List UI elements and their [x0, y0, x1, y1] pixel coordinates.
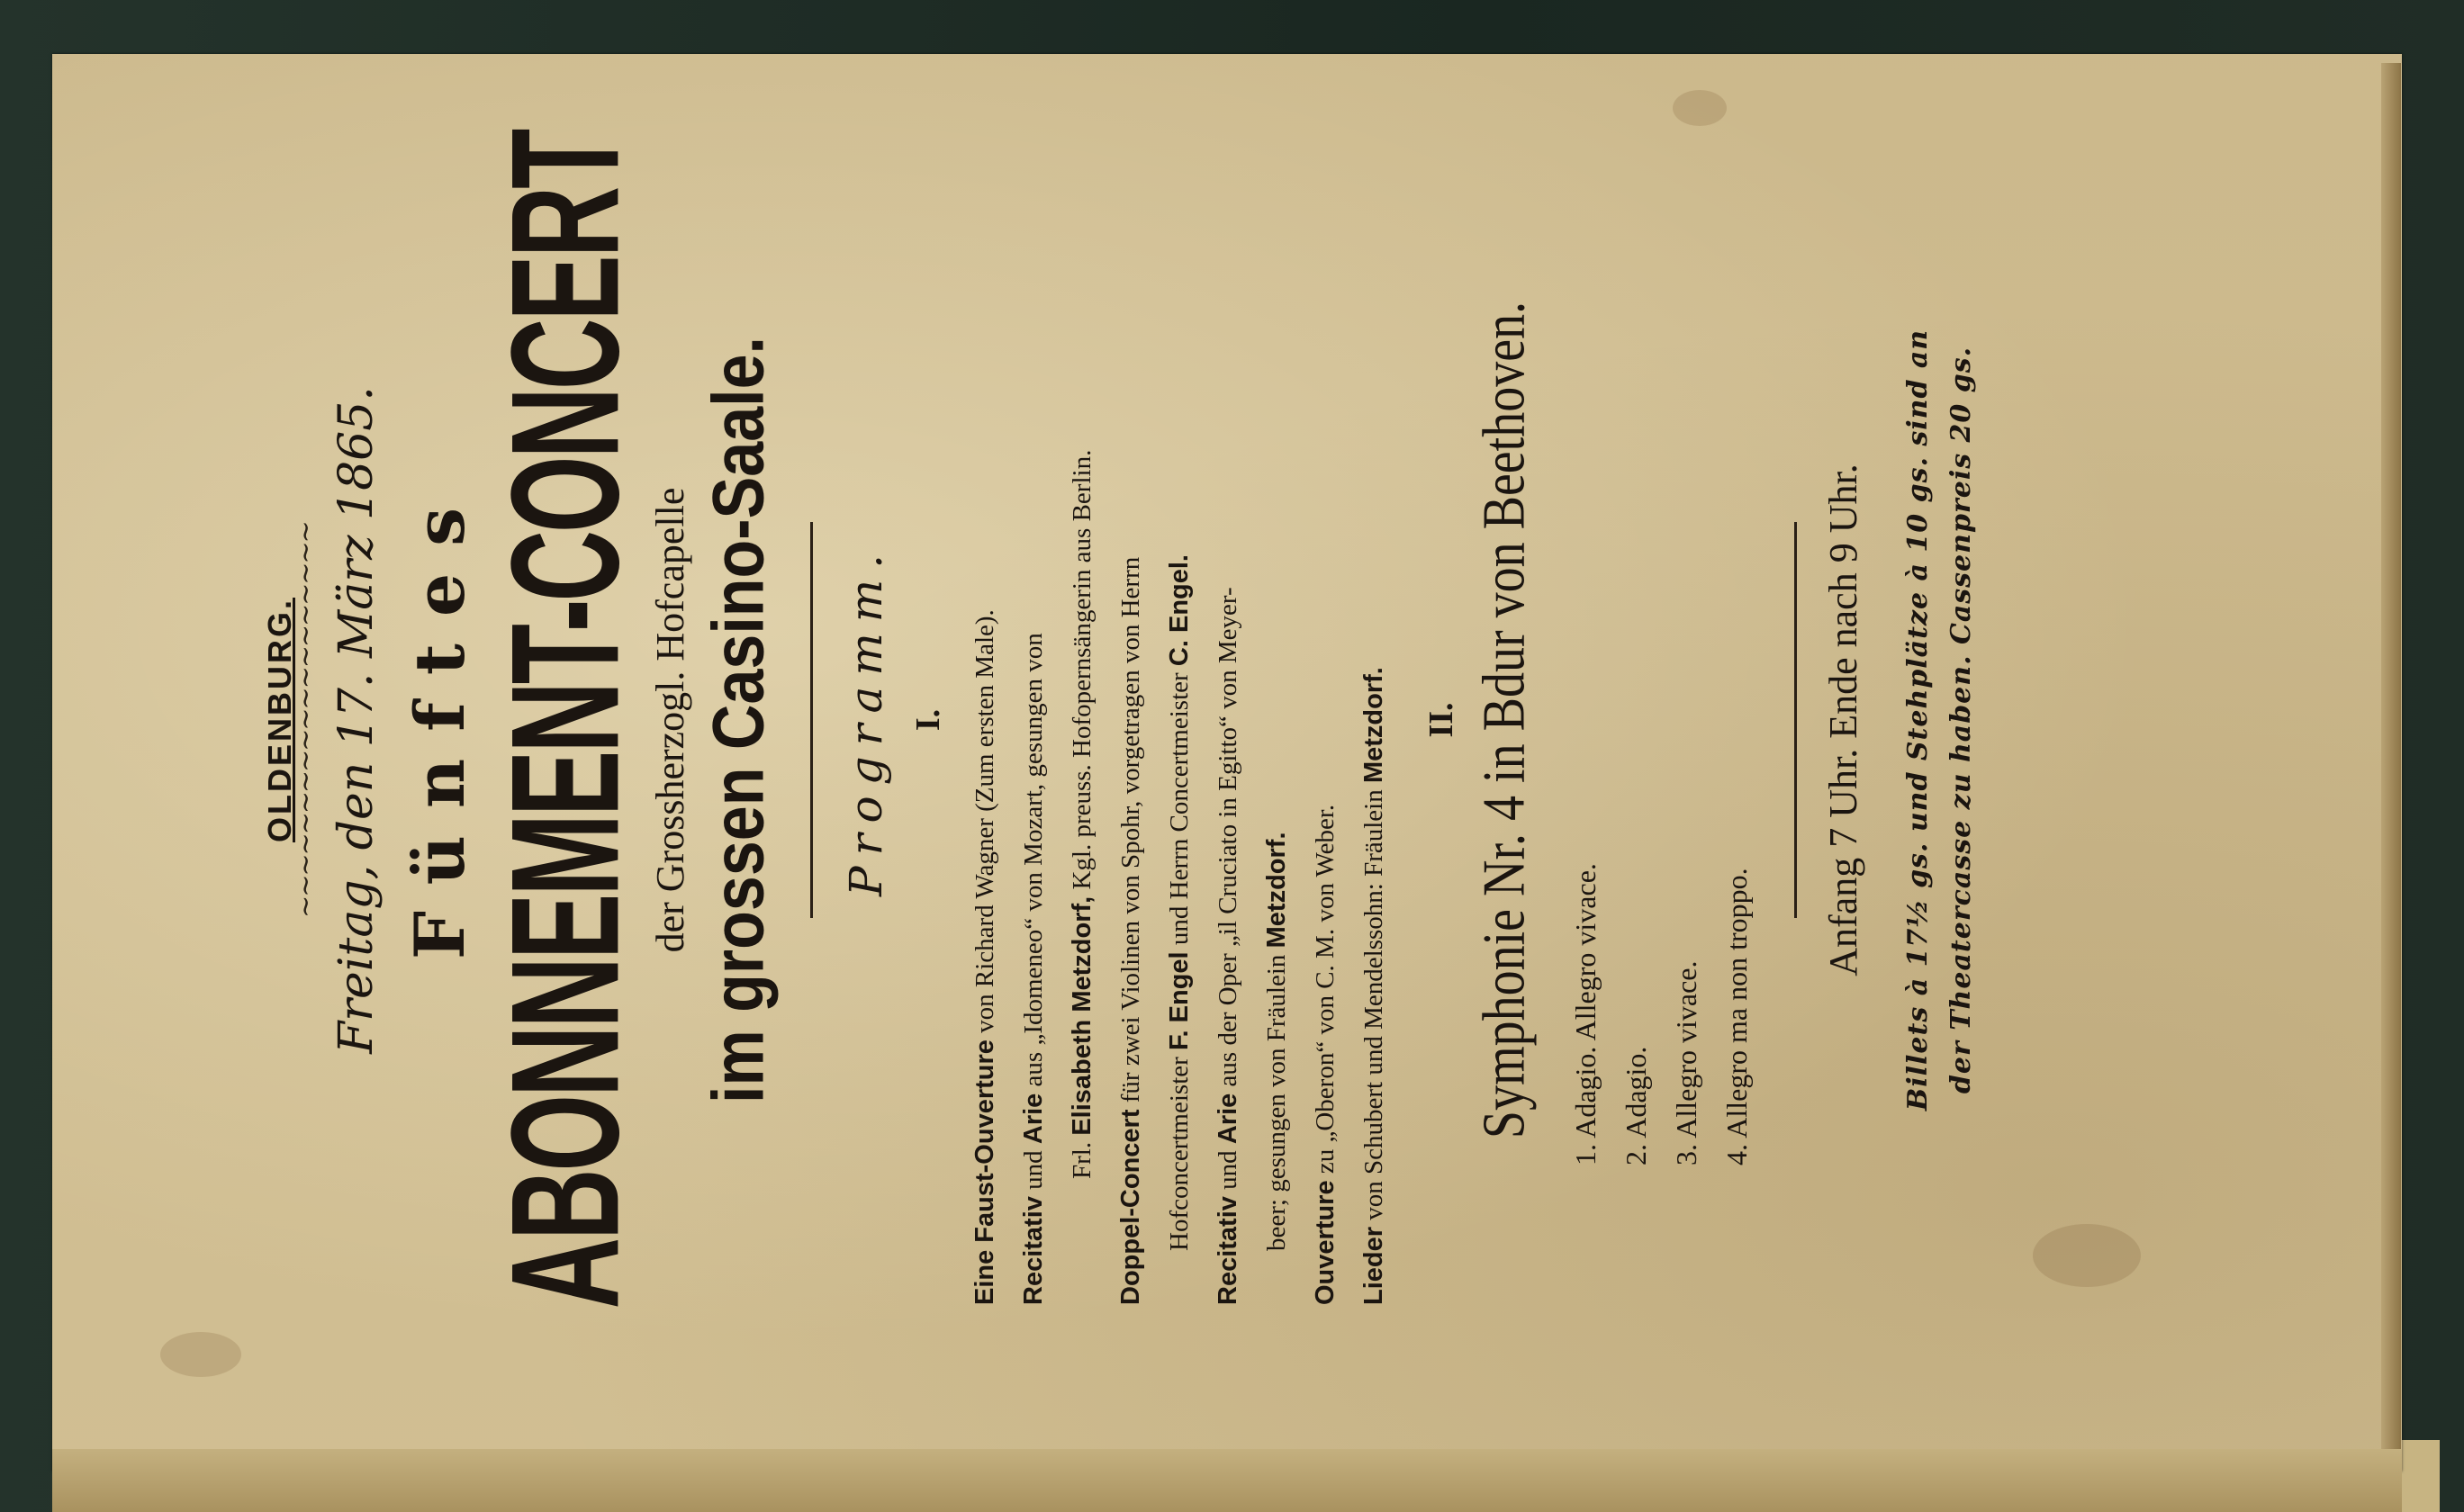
ticket-info-line-1: Billets à 17½ gs. und Stehplätze à 10 gs. sind an	[1902, 328, 1934, 1112]
programme-item: Doppel-Concert für zwei Violinen von Spohr, vorgetragen von Herrn	[1116, 556, 1145, 1305]
wavy-rule: ∼∼∼∼∼∼∼∼∼∼∼∼∼∼∼∼∼∼∼	[290, 522, 321, 918]
movement-item: 2. Adagio.	[1620, 1046, 1652, 1166]
movement-item: 3. Allegro vivace.	[1670, 960, 1702, 1166]
programme-item: Ouverture zu „Oberon“ von C. M. von Weber.	[1311, 804, 1340, 1305]
programme-item-continuation: Frl. Elisabeth Metzdorf, Kgl. preuss. Hofopernsängerin aus Berlin.	[1068, 449, 1097, 1179]
concert-programme	[252, 81, 2413, 1359]
stain	[160, 1332, 241, 1377]
programme-item: Recitativ und Arie aus der Oper „il Cruciato in Egitto“ von Meyer-	[1214, 587, 1242, 1305]
divider	[1794, 522, 1797, 918]
movement-item: 4. Allegro ma non troppo.	[1720, 868, 1753, 1166]
part-two-label: II.	[1422, 702, 1460, 738]
movement-list	[1560, 536, 1762, 1166]
symphony-title: Symphonie Nr. 4 in Bdur von Beethoven.	[1470, 301, 1539, 1139]
city-heading: OLDENBURG.	[261, 598, 298, 842]
programme-item: Eine Faust-Ouverture von Richard Wagner (Zum ersten Male).	[970, 609, 999, 1305]
paper-bottom-edge	[52, 1449, 2402, 1512]
programme-list	[961, 135, 1398, 1305]
venue: im grossen Casino-Saale.	[698, 337, 779, 1103]
concert-date: Freitag, den 17. März 1865.	[329, 386, 384, 1054]
movement-item: 1. Adagio. Allegro vivace.	[1569, 863, 1602, 1166]
programme-item: Recitativ und Arie aus „Idomeneo“ von Mozart, gesungen von	[1019, 633, 1048, 1305]
orchestra-name: der Grossherzogl. Hofcapelle	[648, 487, 692, 953]
ticket-info-line-2: der Theatercasse zu haben. Cassenpreis 20 gs.	[1945, 346, 1977, 1094]
part-one-label: I.	[909, 708, 947, 732]
concert-title: ABONNEMENT-CONCERT	[479, 130, 652, 1310]
programme-item-continuation: beer; gesungen von Fräulein Metzdorf.	[1262, 832, 1291, 1251]
programm-heading: Programm.	[840, 543, 892, 897]
divider	[810, 522, 813, 918]
start-end-times: Anfang 7 Uhr. Ende nach 9 Uhr.	[1821, 464, 1865, 976]
concert-ordinal: Fünftes	[400, 480, 480, 960]
programme-item: Lieder von Schubert und Mendelssohn: Fräulein Metzdorf.	[1359, 667, 1388, 1305]
programme-item-continuation: Hofconcertmeister F. Engel und Herrn Concertmeister C. Engel.	[1165, 554, 1194, 1251]
